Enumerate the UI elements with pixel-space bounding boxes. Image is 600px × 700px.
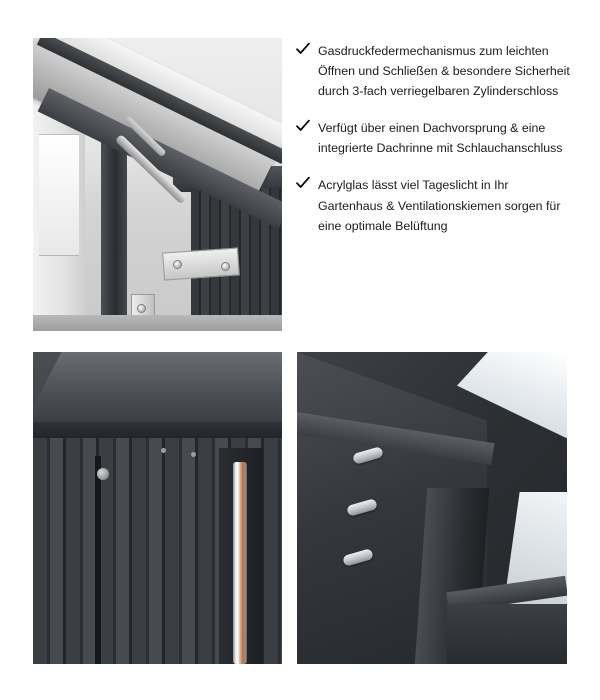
lower-wall [447,604,567,664]
feature-text: Verfügt über einen Dachvorsprung & eine integrierte Dachrinne mit Schlauchanschluss [318,121,563,156]
screw-icon [191,452,196,457]
door-corner-strut-photo [33,352,282,664]
hinge-knob [97,468,109,480]
ventilation-louvres-photo [297,352,567,664]
metal-strut [233,462,247,664]
feature-list [296,41,572,236]
bolt-icon [137,304,146,313]
top-section [0,0,600,340]
door-gap [95,456,101,664]
check-icon [296,176,310,190]
roof-overhang [33,352,282,426]
feature-item [296,175,572,235]
check-icon [296,42,310,56]
gas-strut-hinge-photo [33,38,282,331]
feature-text: Gasdruckfedermechanismus zum leichten Öffnen und Schließen & besondere Sicherheit durch 3-fach verriegelbaren Zylinderschloss [318,44,570,99]
feature-item [296,118,572,158]
bolt-icon [173,260,182,269]
check-icon [296,119,310,133]
floor-strip [33,315,282,331]
screw-icon [161,448,166,453]
feature-item [296,41,572,101]
feature-text: Acrylglas lässt viel Tageslicht in Ihr Gartenhaus & Ventilationskiemen sorgen für eine optimale Belüftung [318,178,561,233]
bolt-icon [221,262,230,271]
roof-edge [33,422,282,438]
